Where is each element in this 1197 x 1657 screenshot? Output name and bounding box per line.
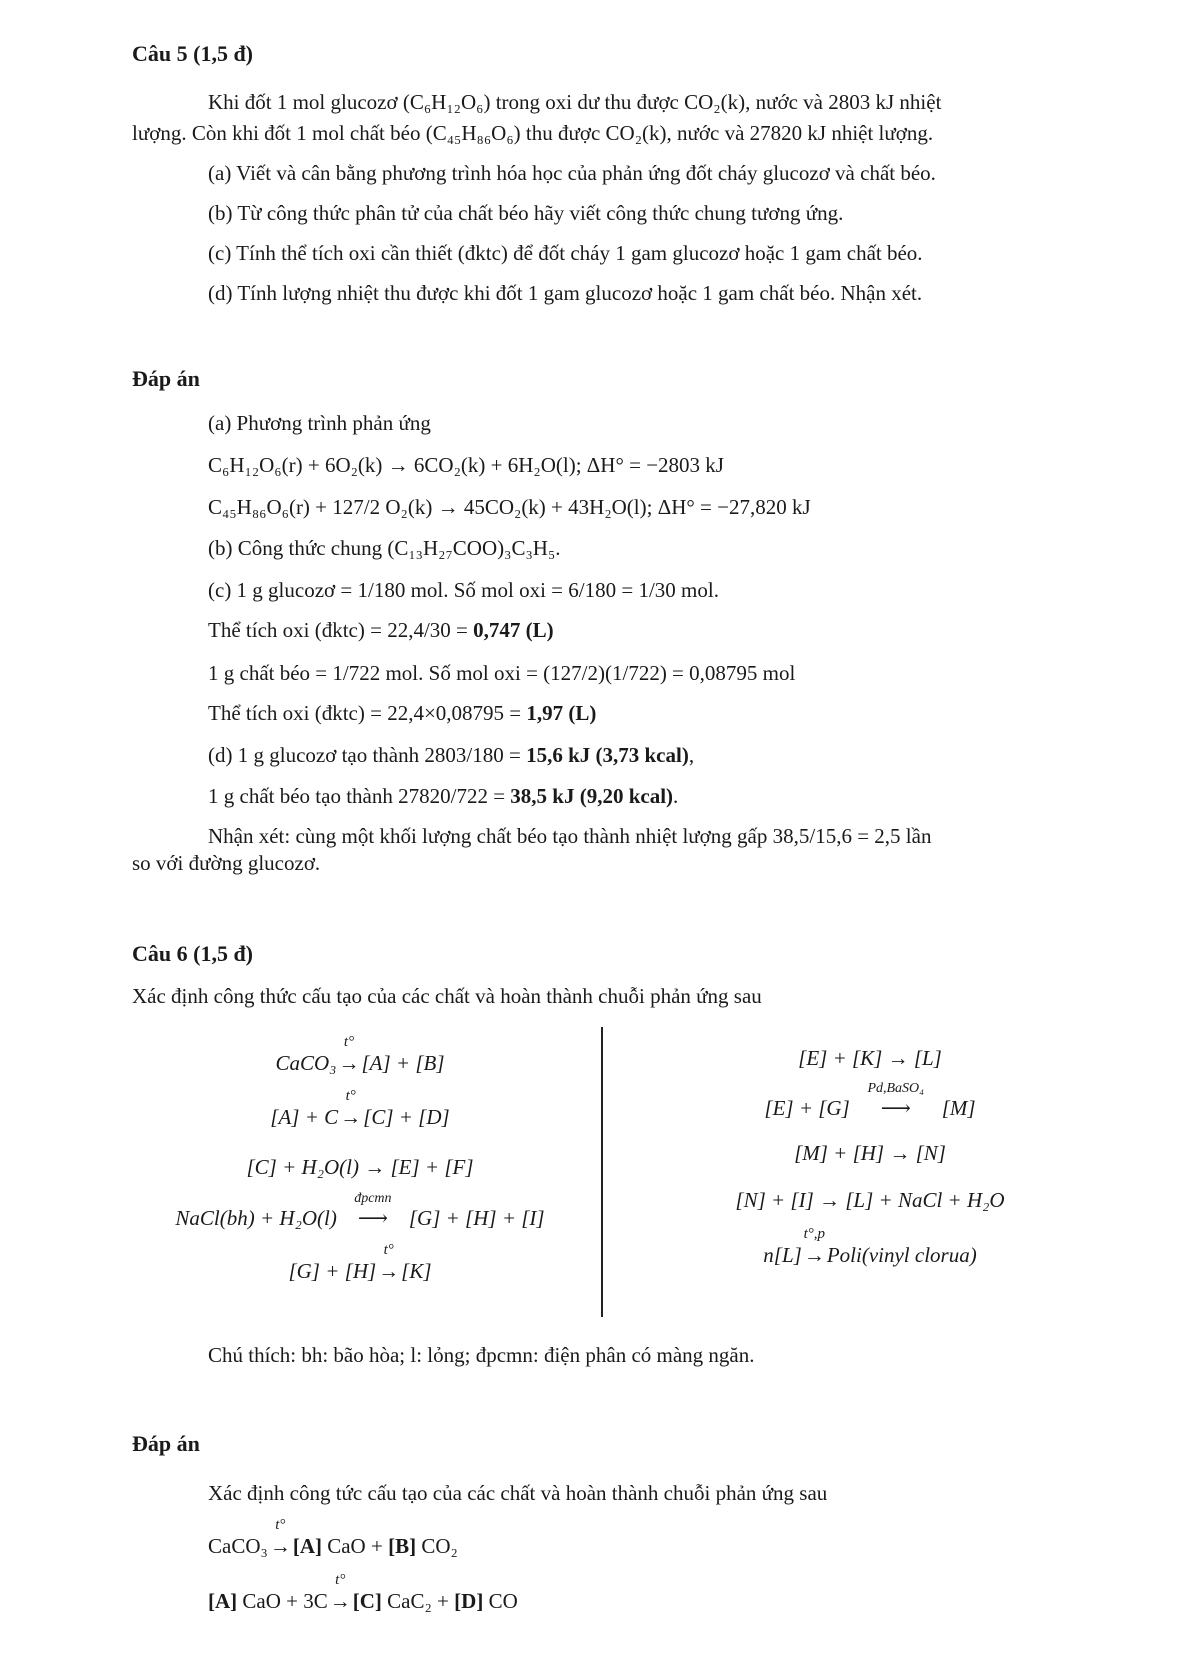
question-6-title: Câu 6 (1,5 đ): [132, 941, 254, 966]
ans6-r1-cao: CaO +: [321, 1534, 389, 1558]
electrolysis-arrow: đpcmn ⟶: [354, 1191, 392, 1230]
q5-part-b: (b) Từ công thức phân tử của chất béo hãy viết công thức chung tương ứng.: [208, 201, 844, 225]
ans5-d-line2: [208, 783, 678, 809]
heat-arrow: t° →: [378, 1242, 400, 1283]
heat-arrow: t° →: [340, 1088, 362, 1129]
reaction-left-1-products: [A] + [B]: [361, 1051, 445, 1075]
reaction-left-1-reactant: CaCO₃: [275, 1051, 337, 1075]
ans6-r2-reactants: CaO + 3C: [237, 1589, 328, 1613]
reaction-left-4: [150, 1191, 570, 1231]
reaction-left-2-products: [C] + [D]: [363, 1105, 450, 1129]
ans5-a-heading: (a) Phương trình phản ứng: [208, 411, 431, 435]
ans5-d1-tail: ,: [688, 743, 695, 767]
ans5-b: (b) Công thức chung (C₁₃H₂₇COO)₃C₃H₅.: [208, 536, 561, 560]
ans5-d2-result: 38,5 kJ (9,20 kcal): [510, 784, 674, 808]
ans6-r2-label-c: [C]: [352, 1589, 382, 1613]
ans6-r2-co: CO: [483, 1589, 518, 1613]
q6-note: Chú thích: bh: bão hòa; l: lỏng; đpcmn: điện phân có màng ngăn.: [208, 1343, 755, 1367]
ans5-c2-text: Thể tích oxi (đktc) = 22,4/30 =: [208, 618, 474, 642]
ans5-d2-text: 1 g chất béo tạo thành 27820/722 =: [208, 784, 511, 808]
reaction-right-4: [N] + [I] → [L] + NaCl + H₂O: [735, 1188, 1005, 1212]
q5-part-a: (a) Viết và cân bằng phương trình hóa học của phản ứng đốt cháy glucozơ và chất béo.: [208, 161, 936, 185]
reaction-right-5-product: Poli(vinyl clorua): [826, 1243, 977, 1267]
reaction-left-2-reactants: [A] + C: [270, 1105, 339, 1129]
reaction-right-2-products: [M]: [941, 1096, 976, 1120]
ans5-d2-tail: .: [673, 784, 679, 808]
ans5-d1-result: 15,6 kJ (3,73 kcal): [526, 743, 689, 767]
ans6-intro: Xác định công tức cấu tạo của các chất và hoàn thành chuỗi phản ứng sau: [208, 1481, 828, 1505]
ans5-c4-result: 1,97 (L): [526, 701, 597, 725]
heat-arrow: t° →: [329, 1572, 351, 1613]
q5-paragraph-line2: lượng. Còn khi đốt 1 mol chất béo (C₄₅H₈₆O₆) thu được CO₂(k), nước và 27820 kJ nhiệt lượng.: [132, 121, 934, 145]
ans5-c-volume-glucose: [208, 617, 554, 643]
ans5-d-line1: [208, 742, 694, 768]
ans6-reaction-2: [208, 1572, 518, 1614]
heat-pressure-arrow: t°,p →: [803, 1226, 826, 1267]
q5-part-d: (d) Tính lượng nhiệt thu được khi đốt 1 gam glucozơ hoặc 1 gam chất béo. Nhận xét.: [208, 281, 923, 305]
reaction-left-4-products: [G] + [H] + [I]: [408, 1206, 545, 1230]
ans6-r2-label-d: [D]: [454, 1589, 484, 1613]
catalyst-arrow: Pd,BaSO₄ ⟶: [867, 1081, 925, 1120]
ans6-reaction-1: [208, 1517, 458, 1559]
reaction-left-3: [C] + H₂O(l) → [E] + [F]: [246, 1155, 474, 1179]
reaction-right-5-reactant: n[L]: [763, 1243, 802, 1267]
ans5-c-volume-fat: [208, 700, 596, 726]
reaction-left-1: [150, 1034, 570, 1076]
ans5-equation-glucose: C₆H₁₂O₆(r) + 6O₂(k) → 6CO₂(k) + 6H₂O(l); ΔH° = −2803 kJ: [208, 453, 724, 477]
ans5-remark-line2: so với đường glucozơ.: [132, 851, 321, 875]
reaction-left-2: [150, 1088, 570, 1130]
heat-arrow: t° →: [338, 1034, 360, 1075]
reaction-right-2-reactants: [E] + [G]: [764, 1096, 850, 1120]
q5-part-c: (c) Tính thể tích oxi cần thiết (đktc) để đốt cháy 1 gam glucozơ hoặc 1 gam chất béo.: [208, 241, 923, 265]
ans6-r1-reactant: CaCO₃: [208, 1534, 268, 1558]
ans5-equation-fat: C₄₅H₈₆O₆(r) + 127/2 O₂(k) → 45CO₂(k) + 43H₂O(l); ΔH° = −27,820 kJ: [208, 495, 811, 519]
ans5-d1-text: (d) 1 g glucozơ tạo thành 2803/180 =: [208, 743, 527, 767]
ans5-c4-text: Thể tích oxi (đktc) = 22,4×0,08795 =: [208, 701, 527, 725]
reaction-right-3: [M] + [H] → [N]: [794, 1141, 946, 1165]
ans6-r2-cac2: CaC₂ +: [381, 1589, 455, 1613]
heat-arrow: t° →: [269, 1517, 291, 1558]
reaction-right-1: [E] + [K] → [L]: [798, 1046, 942, 1070]
ans5-c2-result: 0,747 (L): [473, 618, 554, 642]
ans5-remark-line1: Nhận xét: cùng một khối lượng chất béo tạo thành nhiệt lượng gấp 38,5/15,6 = 2,5 lần: [208, 824, 932, 848]
q5-paragraph-line1: Khi đốt 1 mol glucozơ (C₆H₁₂O₆) trong oxi dư thu được CO₂(k), nước và 2803 kJ nhiệt: [208, 90, 942, 114]
ans5-c-line1: (c) 1 g glucozơ = 1/180 mol. Số mol oxi = 6/180 = 1/30 mol.: [208, 578, 719, 602]
ans6-r1-co2: CO₂: [416, 1534, 458, 1558]
ans5-c-line3: 1 g chất béo = 1/722 mol. Số mol oxi = (127/2)(1/722) = 0,08795 mol: [208, 661, 796, 685]
reaction-right-2: [640, 1081, 1100, 1121]
column-divider: [601, 1027, 603, 1317]
reaction-left-5-products: [K]: [401, 1259, 432, 1283]
q6-intro: Xác định công thức cấu tạo của các chất và hoàn thành chuỗi phản ứng sau: [132, 984, 762, 1008]
ans6-r2-label-a: [A]: [208, 1589, 238, 1613]
answer-5-title: Đáp án: [132, 366, 200, 391]
answer-6-title: Đáp án: [132, 1431, 200, 1456]
reaction-right-5: [640, 1226, 1100, 1268]
reaction-left-4-reactants: NaCl(bh) + H₂O(l): [175, 1206, 337, 1230]
reaction-left-5-reactants: [G] + [H]: [288, 1259, 377, 1283]
question-5-title: Câu 5 (1,5 đ): [132, 41, 254, 66]
ans6-r1-label-a: [A]: [292, 1534, 322, 1558]
reaction-left-5: [150, 1242, 570, 1284]
ans6-r1-label-b: [B]: [388, 1534, 417, 1558]
